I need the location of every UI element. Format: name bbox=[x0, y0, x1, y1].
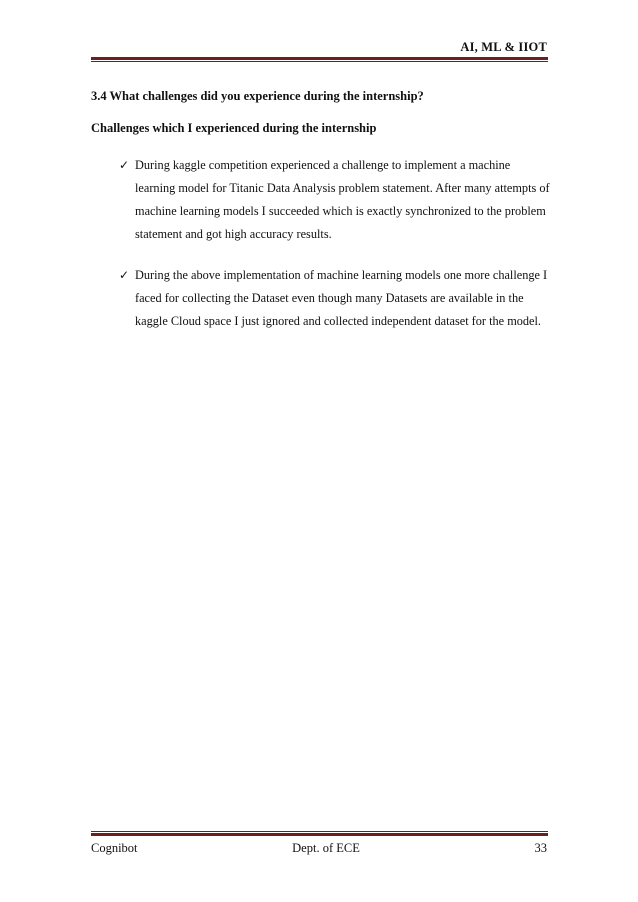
section-subheading: Challenges which I experienced during the internship bbox=[91, 121, 377, 135]
footer-department: Dept. of ECE bbox=[292, 841, 360, 855]
list-item-text: During the above implementation of machine learning models one more challenge I faced for collecting the Dataset even though many Datasets are available in the kaggle Cloud space I just ignored and collected independent dataset for the model. bbox=[135, 268, 548, 328]
checkmark-icon: ✓ bbox=[119, 158, 130, 172]
list-item-text: During kaggle competition experienced a challenge to implement a machine learning model for Titanic Data Analysis problem statement. After many attempts of machine learning models I succeeded which is exactly synchronized to the problem statement and got high accuracy results. bbox=[135, 158, 550, 241]
list-item bbox=[119, 154, 551, 246]
page-number: 33 bbox=[534, 841, 547, 855]
list-item bbox=[119, 264, 551, 333]
challenges-list bbox=[119, 154, 551, 351]
header-title: AI, ML & IIOT bbox=[460, 40, 547, 54]
header-rule bbox=[91, 57, 548, 62]
footer-organization: Cognibot bbox=[91, 841, 138, 855]
checkmark-icon: ✓ bbox=[119, 268, 130, 282]
footer-rule bbox=[91, 831, 548, 836]
section-heading: 3.4 What challenges did you experience during the internship? bbox=[91, 89, 424, 103]
